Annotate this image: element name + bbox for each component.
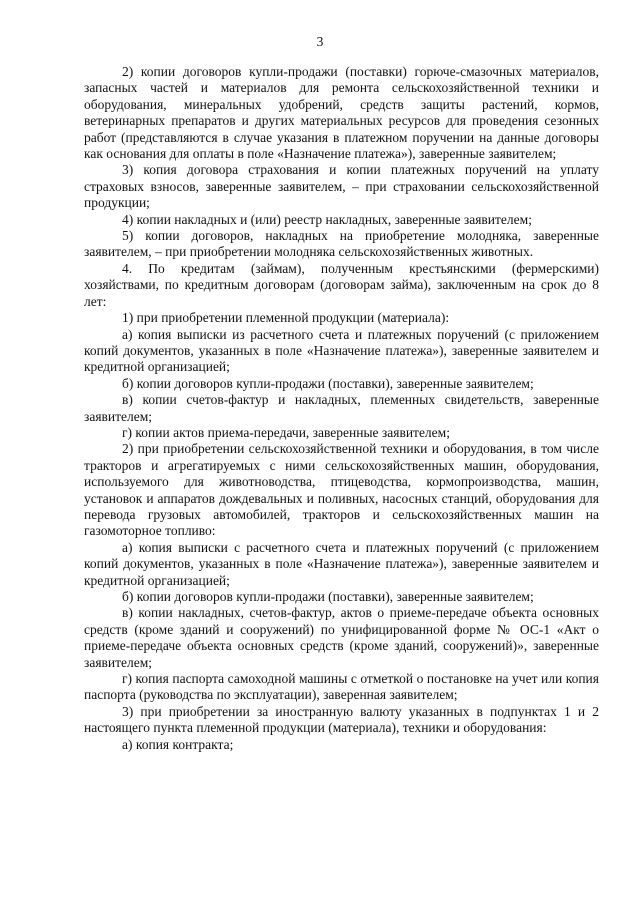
paragraph-purchase-contracts-1: б) копии договоров купли-продажи (поставки), заверенные заявителем; xyxy=(122,375,534,391)
paragraph-fuel-contracts: 2) копии договоров купли-продажи (поставки) горюче-смазочных материалов, запасных частей и материалов для ремонта сельскохозяйственной техники и оборудования, минеральных удобрений, средств защиты растений, кормов, ветеринарных препаратов и других материальных ресурсов для проведения сезонных работ (представляются в случае указания в платежном поручении на данные договоры как основания для оплаты в поле «Назначение платежа»), заверенные заявителем; xyxy=(84,64,599,162)
paragraph-section-4: 4. По кредитам (займам), полученным крестьянскими (фермерскими) хозяйствами, по кредитным договорам (договорам займа), заключенным на срок до 8 лет: xyxy=(84,260,599,309)
paragraph-breeding-products: 1) при приобретении племенной продукции (материала): xyxy=(122,310,450,326)
paragraph-invoices-certificates: в) копии счетов-фактур и накладных, племенных свидетельств, заверенные заявителем; xyxy=(84,392,599,424)
paragraph-machine-passport: г) копия паспорта самоходной машины с отметкой о постановке на учет или копия паспорта (руководства по эксплуатации), заверенная заявителем; xyxy=(84,671,599,703)
paragraph-waybills: 4) копии накладных и (или) реестр накладных, заверенные заявителем; xyxy=(122,211,532,227)
paragraph-insurance: 3) копия договора страхования и копии платежных поручений на уплату страховых взносов, заверенные заявителем, – при страховании сельскохозяйственной продукции; xyxy=(84,162,599,211)
paragraph-os1-form: в) копии накладных, счетов-фактур, актов о приеме-передаче объекта основных средств (кроме зданий и сооружений) по унифицированной форме № ОС-1 «Акт о приеме-передаче объекта основных средств (кроме зданий, сооружений)», заверенные заявителем; xyxy=(84,605,599,670)
paragraph-foreign-currency: 3) при приобретении за иностранную валюту указанных в подпунктах 1 и 2 настоящего пункта племенной продукции (материала), техники и оборудования: xyxy=(84,703,599,736)
paragraph-account-statement-2: а) копия выписки с расчетного счета и платежных поручений (с приложением копий документов, указанных в поле «Назначение платежа»), заверенные заявителем и кредитной организацией; xyxy=(84,539,599,588)
paragraph-account-statement-1: а) копия выписки из расчетного счета и платежных поручений (с приложением копий документов, указанных в поле «Назначение платежа»), заверенные заявителем и кредитной организацией; xyxy=(84,326,599,375)
paragraph-transfer-acts: г) копии актов приема-передачи, заверенные заявителем; xyxy=(122,424,450,440)
paragraph-purchase-contracts-2: б) копии договоров купли-продажи (поставки), заверенные заявителем; xyxy=(122,589,534,604)
paragraph-contract-copy: а) копия контракта; xyxy=(122,736,234,752)
paragraph-machinery: 2) при приобретении сельскохозяйственной техники и оборудования, в том числе тракторов и агрегатируемых с ними сельскохозяйственных машин, оборудования, используемого для животноводства, птицеводства, кормопроизводства, машин, установок и аппаратов дождевальных и поливных, насосных станций, оборудования для перевода грузовых автомобилей, тракторов и сельскохозяйственных машин на газомоторное топливо: xyxy=(84,441,599,539)
page-number: 3 xyxy=(316,34,324,49)
document-body xyxy=(84,64,599,753)
paragraph-young-stock: 5) копии договоров, накладных на приобретение молодняка, заверенные заявителем, – при приобретении молодняка сельскохозяйственных животных. xyxy=(84,228,599,260)
